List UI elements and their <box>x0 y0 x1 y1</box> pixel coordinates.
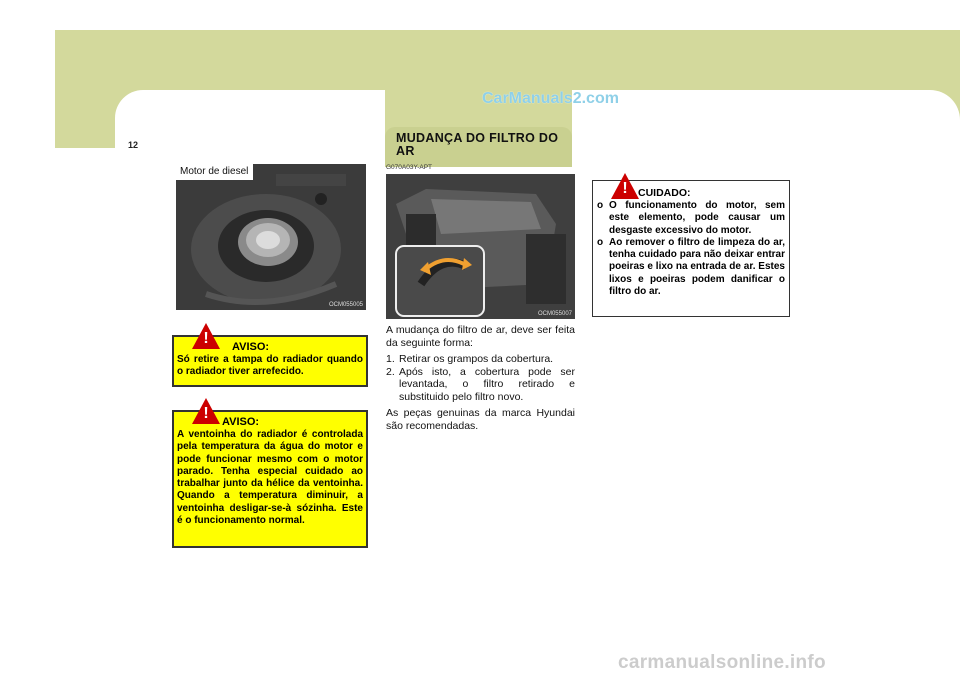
footer-watermark[interactable]: carmanualsonline.info <box>618 652 826 673</box>
list-item <box>386 366 575 404</box>
step-text: Após isto, a cobertura pode ser levantada, o filtro retirado e substituido pelo filtro novo. <box>399 365 575 403</box>
intro-text: A mudança do filtro de ar, deve ser feita da seguinte forma: <box>386 324 575 349</box>
chapter-number: 6 <box>150 102 163 127</box>
section-code: G070A03Y-APT <box>386 164 433 171</box>
exclamation-icon: ! <box>203 330 209 347</box>
air-filter-illustration <box>386 174 575 319</box>
caution-text: O funcionamento do motor, sem este elemento, pode causar um desgaste excessivo do motor. <box>609 200 785 236</box>
step-number: 2. <box>386 365 395 378</box>
note-text: As peças genuinas da marca Hyundai são recomendadas. <box>386 407 575 432</box>
bullet: o <box>597 200 604 211</box>
exclamation-icon: ! <box>203 405 209 422</box>
page-number: 12 <box>128 140 139 150</box>
warning-box-radiator-cap <box>172 330 368 387</box>
caution-text: Ao remover o filtro de limpeza do ar, tenha cuidado para não deixar entrar poeiras e lixo na entrada de ar. Estes lixos e poeiras podem danificar o filtro do ar. <box>609 236 785 298</box>
instructions <box>386 324 575 436</box>
caution-title: CUIDADO: <box>638 187 691 199</box>
warning-text: Só retire a tampa do radiador quando o radiador tiver arrefecido. <box>177 354 363 378</box>
photo-label: Motor de diesel <box>176 164 253 180</box>
warning-title: AVISO: <box>222 416 260 428</box>
radiator-cap-photo <box>176 164 366 310</box>
list-item <box>386 353 575 366</box>
chapter-title: FAÇA A SUA PRÓPRIA MANUTENÇÃO <box>168 114 311 123</box>
photo-code: OCM055005 <box>328 302 363 308</box>
site-watermark[interactable]: CarManuals2.com <box>482 90 619 107</box>
radiator-cap-illustration <box>176 164 366 310</box>
exclamation-icon: ! <box>622 180 628 197</box>
caution-list <box>597 200 785 298</box>
header-band-cutout-right <box>572 90 960 148</box>
step-text: Retirar os grampos da cobertura. <box>399 353 554 365</box>
steps-list <box>386 353 575 403</box>
air-filter-photo <box>386 174 575 319</box>
warning-text: A ventoinha do radiador é controlada pela temperatura da água do motor e pode funcionar mesmo com o motor parado. Tenha especial cuidado ao trabalhar junto da hélice da ventoinha. Quando a temperatura diminuir, a ventoinha desligar-se-à sózinha. Este é o funcionamento normal. <box>177 429 363 527</box>
warning-box-fan <box>172 405 368 548</box>
section-title: MUDANÇA DO FILTRO DO AR <box>396 131 559 158</box>
caution-box <box>592 180 790 317</box>
warning-title: AVISO: <box>232 341 270 353</box>
photo-code: OCM055007 <box>537 311 572 317</box>
step-number: 1. <box>386 353 395 365</box>
bullet: o <box>597 236 604 248</box>
list-item <box>597 200 785 237</box>
list-item <box>597 237 785 298</box>
